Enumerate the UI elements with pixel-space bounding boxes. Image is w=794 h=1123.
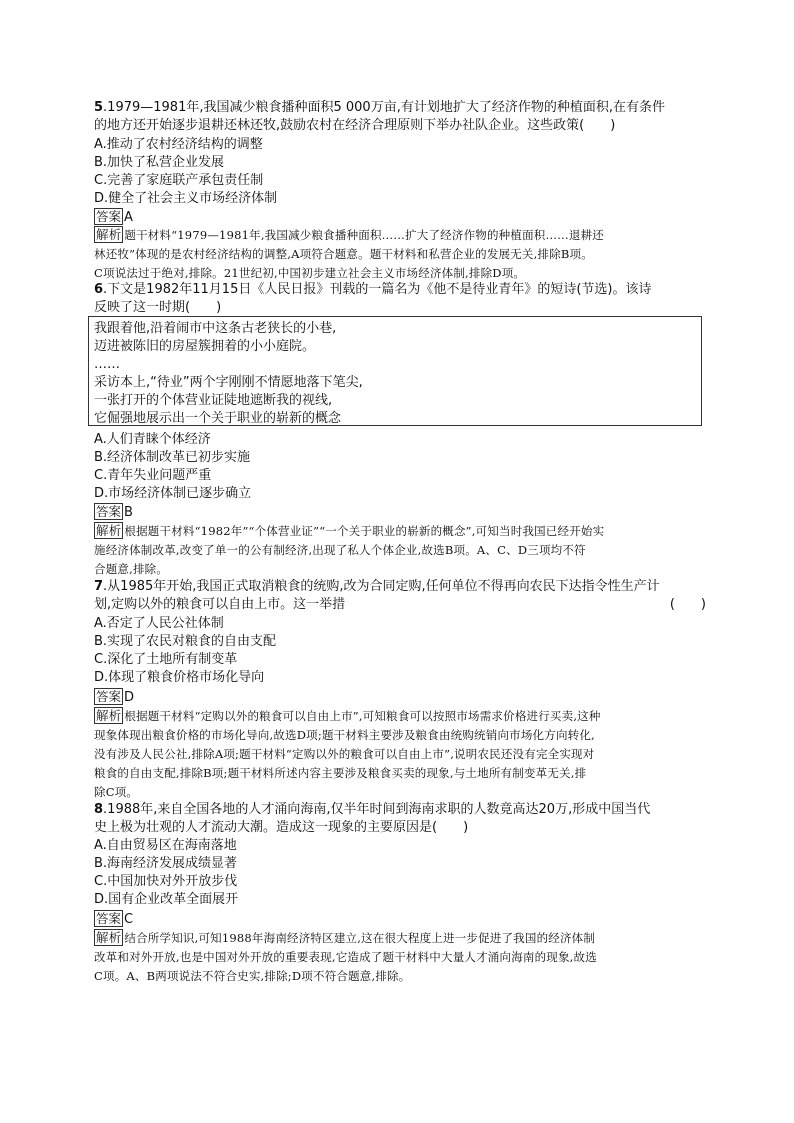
question-8-stem	[94, 801, 706, 837]
explanation	[94, 522, 706, 579]
option-a: A.推动了农村经济结构的调整	[94, 137, 263, 152]
explanation-line: 题干材料“1979—1981年,我国减少粮食播种面积……扩大了经济作物的种植面积……退耕还	[124, 228, 604, 242]
explanation-line: 合题意,排除。	[94, 562, 169, 576]
option-d: D.体现了粮食价格市场化导向	[94, 670, 265, 685]
option-c: C.中国加快对外开放步伐	[94, 874, 238, 889]
answer-bracket: ( )	[669, 597, 706, 612]
question-stem-line: 反映了这一时期( )	[94, 300, 222, 315]
explanation-tag: 解析	[96, 227, 122, 242]
explanation	[94, 707, 706, 802]
answer-row	[94, 910, 706, 929]
option-c: C.完善了家庭联产承包责任制	[94, 173, 264, 188]
poem-line: 我跟着他,沿着闹市中这条古老狭长的小巷,	[94, 321, 337, 336]
option-b: B.加快了私营企业发展	[94, 155, 225, 170]
answer-row	[94, 688, 706, 707]
explanation-line: 没有涉及人民公社,排除A项;题干材料“定购以外的粮食可以自由上市”,说明农民还没有完全实现对	[94, 747, 595, 761]
explanation-line: C项说法过于绝对,排除。21世纪初,中国初步建立社会主义市场经济体制,排除D项。	[94, 266, 526, 280]
question-number: 7	[94, 579, 104, 594]
answer-tag: 答案	[96, 689, 122, 704]
explanation-line: 根据题干材料“1982年”“个体营业证”“一个关于职业的崭新的概念”,可知当时我国已经开始实	[124, 524, 605, 538]
option-d: D.健全了社会主义市场经济体制	[94, 191, 278, 206]
option-b: B.经济体制改革已初步实施	[94, 450, 251, 465]
explanation-line: 施经济体制改革,改变了单一的公有制经济,出现了私人个体企业,故选B项。A、C、D三项均不符	[94, 543, 586, 557]
answer-row	[94, 208, 706, 227]
answer-value: B	[124, 505, 133, 520]
question-6-stem	[94, 281, 706, 317]
poem-excerpt-box	[88, 316, 702, 426]
option-d: D.市场经济体制已逐步确立	[94, 486, 252, 501]
option-a: A.否定了人民公社体制	[94, 616, 224, 631]
option-a: A.自由贸易区在海南落地	[94, 838, 237, 853]
option-c: C.深化了土地所有制变革	[94, 652, 238, 667]
question-number: 5	[94, 100, 104, 115]
poem-line: 一张打开的个体营业证陡地遮断我的视线,	[94, 393, 333, 408]
question-7-stem	[94, 578, 706, 614]
answer-tag: 答案	[96, 209, 122, 224]
question-number: 8	[94, 802, 104, 817]
explanation	[94, 929, 706, 986]
question-stem-line: 的地方还开始逐步退耕还林还牧,鼓励农村在经济合理原则下举办社队企业。这些政策( )	[94, 118, 616, 133]
answer-tag: 答案	[96, 504, 122, 519]
question-number: 6	[94, 282, 104, 297]
explanation-line: 林还牧”体现的是农村经济结构的调整,A项符合题意。题干材料和私营企业的发展无关,排除B项。	[94, 247, 593, 261]
explanation-line: C项。A、B两项说法不符合史实,排除;D项不符合题意,排除。	[94, 969, 411, 983]
answer-tag: 答案	[96, 911, 122, 926]
poem-line: ……	[94, 357, 120, 372]
explanation-line: 现象体现出粮食价格的市场化导向,故选D项;题干材料主要涉及粮食由统购统销向市场化方向转化,	[94, 728, 595, 742]
explanation-tag: 解析	[96, 708, 122, 723]
explanation-tag: 解析	[96, 930, 122, 945]
question-stem-line: .1979—1981年,我国减少粮食播种面积5 000万亩,有计划地扩大了经济作物的种植面积,在有条件	[103, 100, 665, 115]
poem-line: 它倔强地展示出一个关于职业的崭新的概念	[94, 411, 342, 426]
answer-row	[94, 503, 706, 522]
question-stem-line: 划,定购以外的粮食可以自由上市。这一举措	[94, 597, 346, 612]
question-stem-line: .1988年,来自全国各地的人才涌向海南,仅半年时间到海南求职的人数竟高达20万,形成中国当代	[103, 802, 651, 817]
poem-line: 迈进被陈旧的房屋簇拥着的小小庭院。	[94, 339, 316, 354]
option-d: D.国有企业改革全面展开	[94, 892, 239, 907]
explanation-line: 改革和对外开放,也是中国对外开放的重要表现,它造成了题干材料中大量人才涌向海南的现象,故选	[94, 950, 597, 964]
question-stem-line: 史上极为壮观的人才流动大潮。造成这一现象的主要原因是( )	[94, 820, 469, 835]
question-5-stem	[94, 99, 706, 135]
explanation-line: 除C项。	[94, 785, 139, 799]
answer-value: C	[124, 912, 134, 927]
question-stem-line: .下文是1982年11月15日《人民日报》刊载的一篇名为《他不是待业青年》的短诗(节选)。该诗	[103, 282, 652, 297]
explanation-line: 粮食的自由支配,排除B项;题干材料所述内容主要涉及粮食买卖的现象,与土地所有制变革无关,排	[94, 766, 587, 780]
explanation-line: 根据题干材料“定购以外的粮食可以自由上市”,可知粮食可以按照市场需求价格进行买卖,这种	[124, 709, 601, 723]
option-b: B.实现了农民对粮食的自由支配	[94, 634, 277, 649]
explanation	[94, 226, 706, 283]
option-b: B.海南经济发展成绩显著	[94, 856, 238, 871]
explanation-tag: 解析	[96, 523, 122, 538]
answer-value: A	[124, 210, 133, 225]
answer-value: D	[124, 690, 135, 705]
question-stem-line: .从1985年开始,我国正式取消粮食的统购,改为合同定购,任何单位不得再向农民下达指令性生产计	[103, 579, 660, 594]
option-a: A.人们青睐个体经济	[94, 432, 211, 447]
option-c: C.青年失业问题严重	[94, 468, 212, 483]
explanation-line: 结合所学知识,可知1988年海南经济特区建立,这在很大程度上进一步促进了我国的经济体制	[124, 931, 596, 945]
poem-line: 采访本上,“待业”两个字刚刚不情愿地落下笔尖,	[94, 375, 363, 390]
